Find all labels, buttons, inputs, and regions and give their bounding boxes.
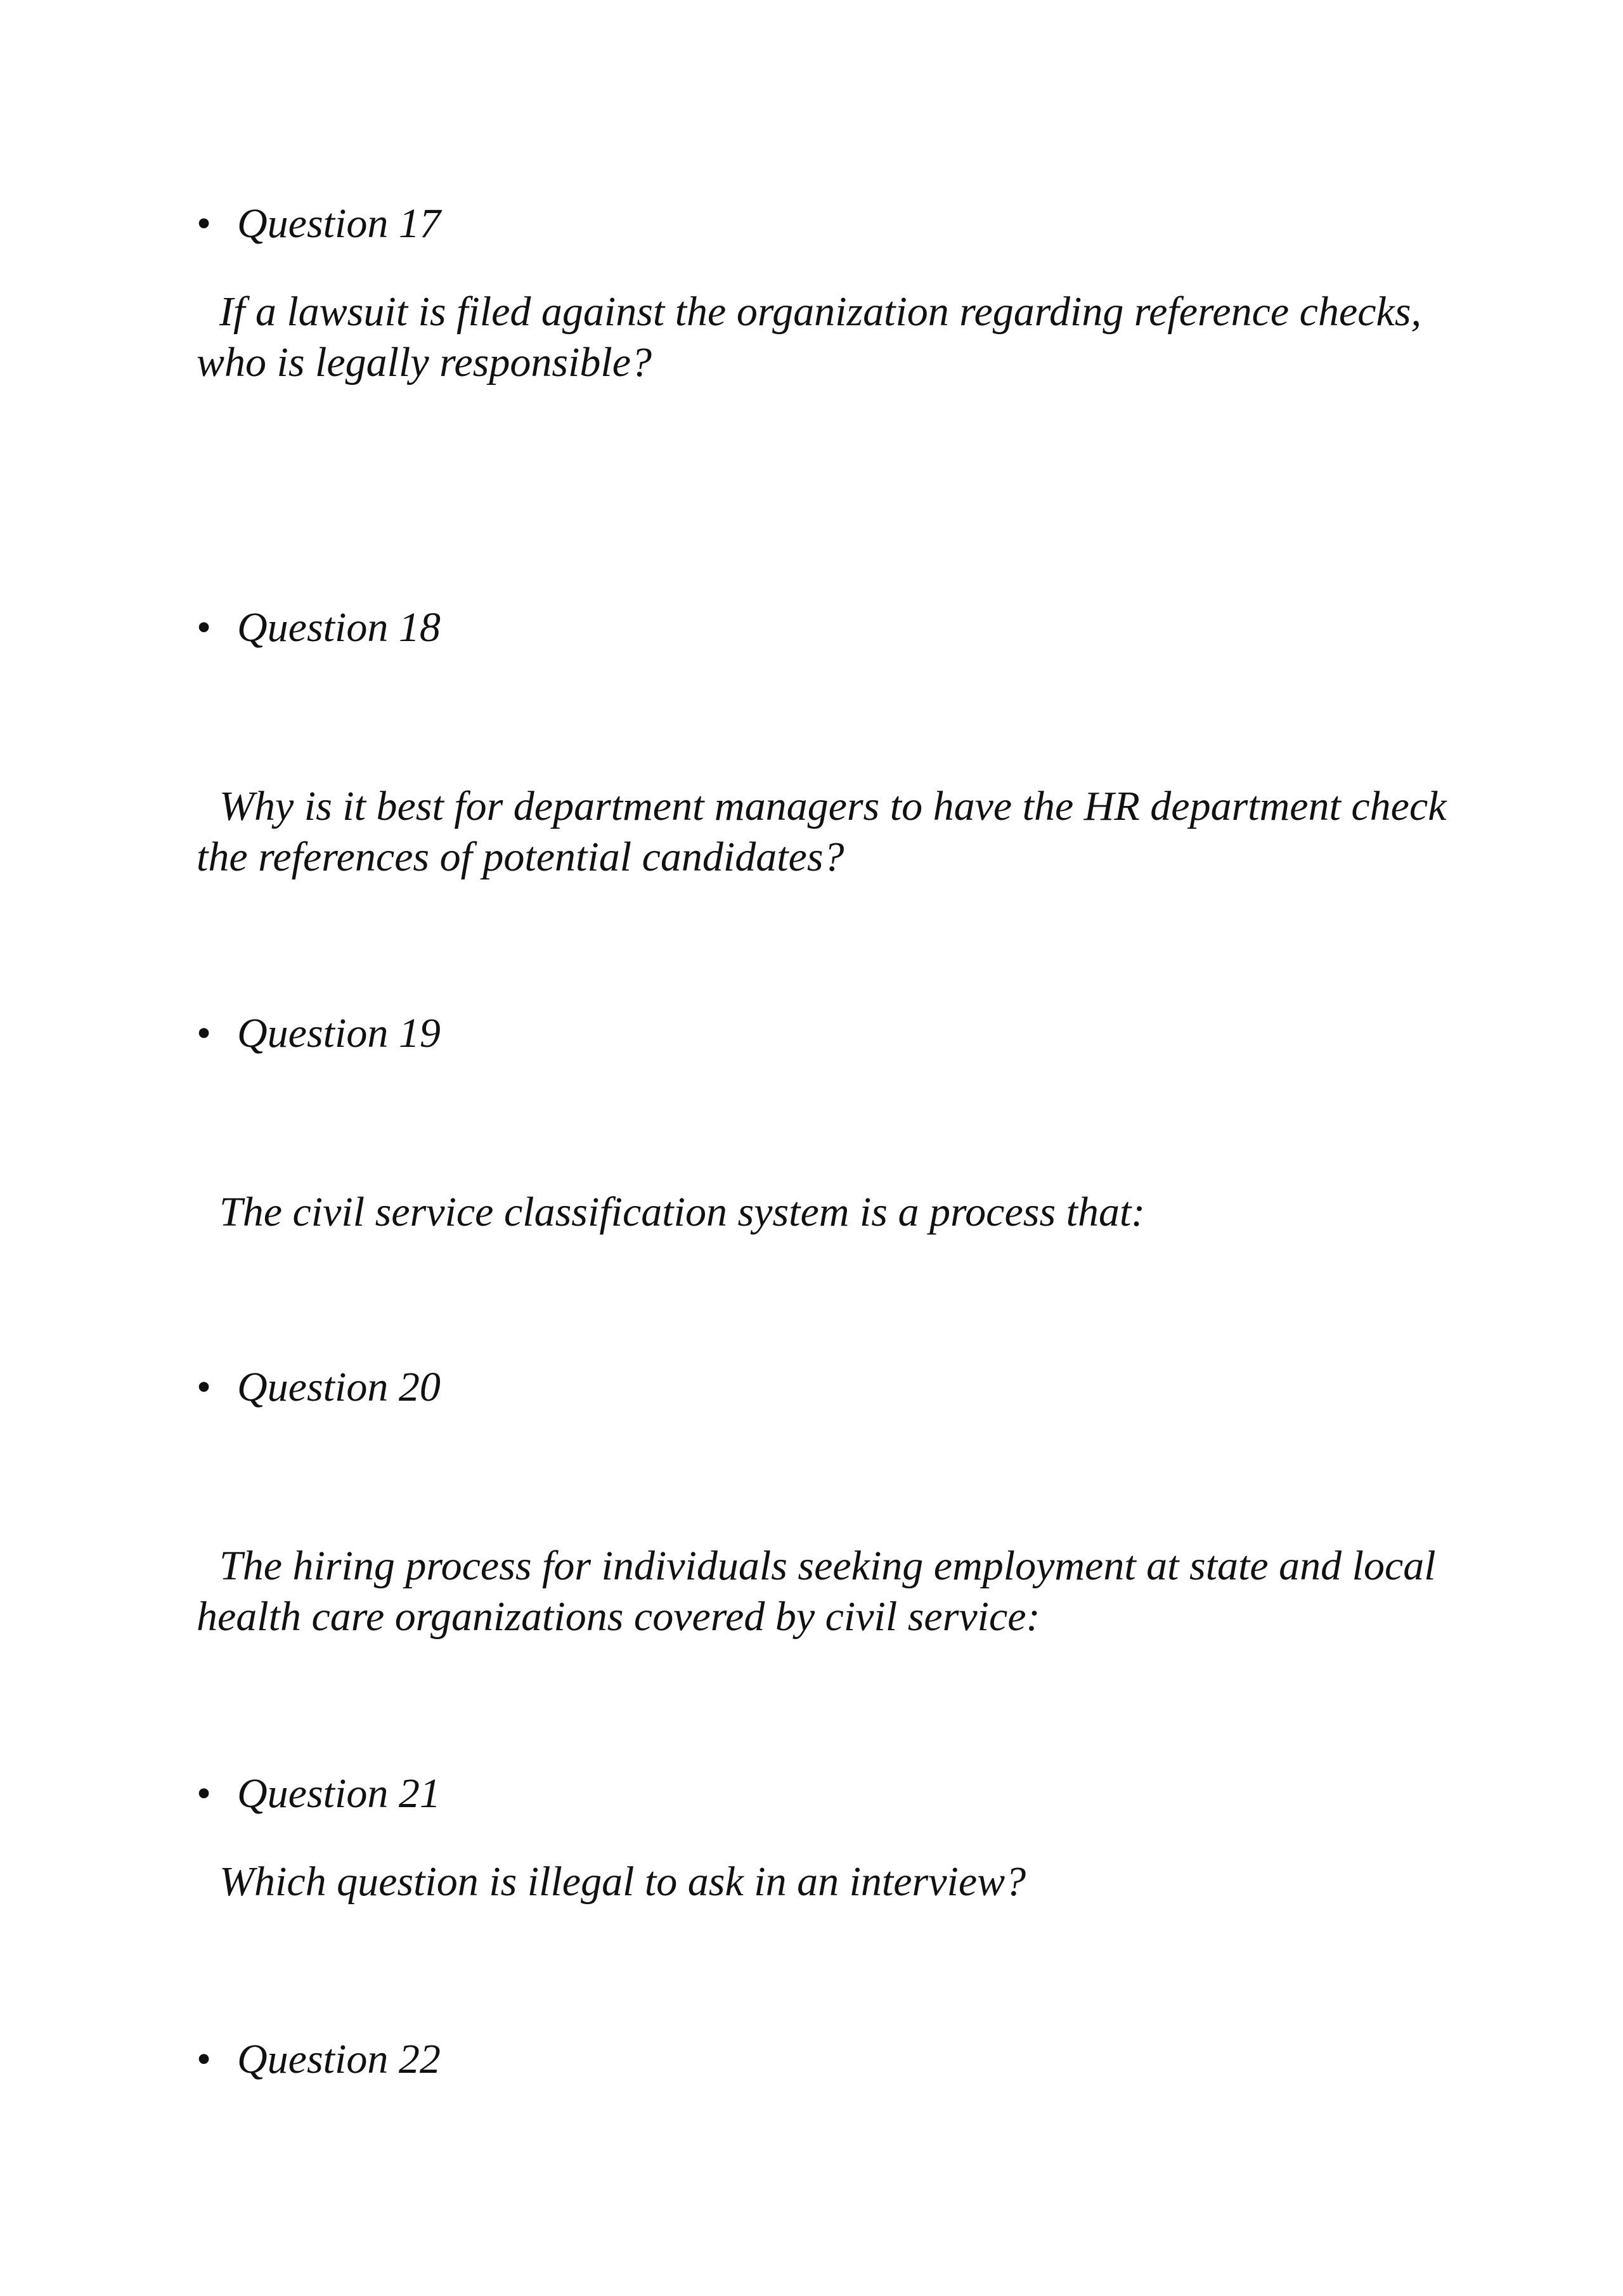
question-label: Question 19 bbox=[237, 1010, 441, 1056]
question-label: Question 20 bbox=[237, 1364, 441, 1410]
bullet: • bbox=[197, 1010, 212, 1056]
bullet: • bbox=[197, 1364, 212, 1410]
question-22-heading bbox=[197, 2034, 441, 2085]
question-label: Question 18 bbox=[237, 604, 441, 651]
question-label: Question 22 bbox=[237, 2036, 441, 2082]
question-18-heading bbox=[197, 602, 441, 653]
question-17-heading bbox=[197, 198, 441, 249]
question-21-heading bbox=[197, 1768, 441, 1819]
question-20-text: The hiring process for individuals seeking employment at state and local health care organizations covered by civil service: bbox=[197, 1543, 1436, 1640]
question-21-text: Which question is illegal to ask in an interview? bbox=[219, 1858, 1026, 1905]
question-label: Question 21 bbox=[237, 1770, 441, 1817]
question-19-text: The civil service classification system is a process that: bbox=[219, 1189, 1146, 1235]
question-17-text: If a lawsuit is filed against the organization regarding reference checks, who is legally responsible? bbox=[197, 289, 1422, 386]
question-18-text: Why is it best for department managers to have the HR department check the references of potential candidates? bbox=[197, 783, 1447, 880]
bullet: • bbox=[197, 1770, 212, 1817]
bullet: • bbox=[197, 200, 212, 247]
bullet: • bbox=[197, 604, 212, 651]
bullet: • bbox=[197, 2036, 212, 2082]
question-19-heading bbox=[197, 1008, 441, 1059]
question-label: Question 17 bbox=[237, 200, 441, 247]
question-20-heading bbox=[197, 1362, 441, 1413]
